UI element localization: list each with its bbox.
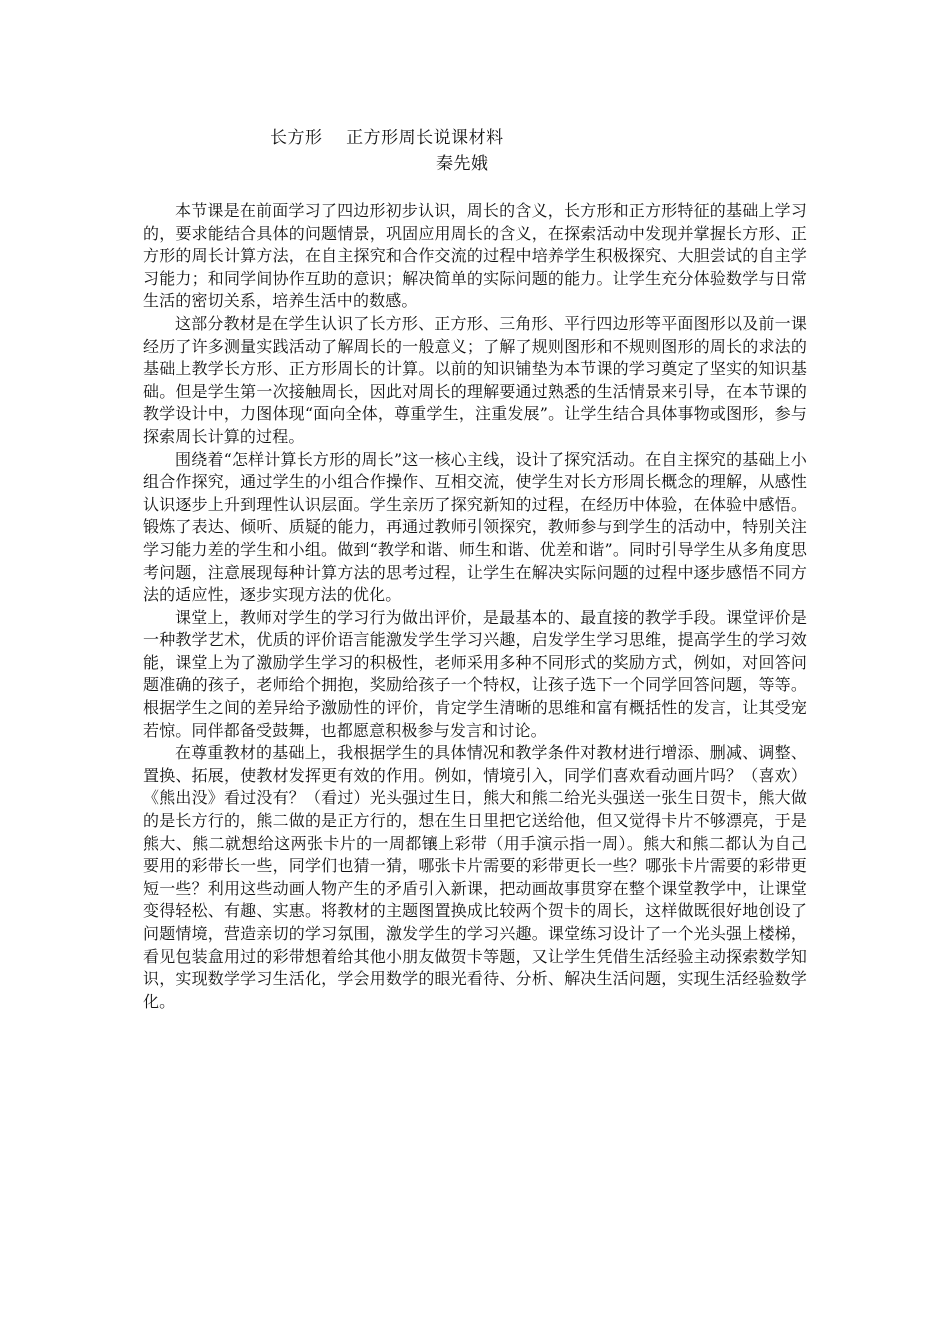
document-title: 长方形 正方形周长说课材料 <box>270 128 504 148</box>
paragraph-4: 课堂上，教师对学生的学习行为做出评价，是最基本的、最直接的教学手段。课堂评价是一种教学艺术，优质的评价语言能激发学生学习兴趣，启发学生学习思维，提高学生的学习效能，课堂上为了激励学生学习的积极性，老师采用多种不同形式的奖励方式，例如，对回答问题准确的孩子，老师给个拥抱，奖励给孩子一个特权，让孩子选下一个同学回答问题，等等。根据学生之间的差异给予激励性的评价，肯定学生清晰的思维和富有概括性的发言，让其受宠若惊。同伴都备受鼓舞，也都愿意积极参与发言和讨论。 <box>143 607 807 740</box>
paragraph-1: 本节课是在前面学习了四边形初步认识，周长的含义，长方形和正方形特征的基础上学习的，要求能结合具体的问题情景，巩固应用周长的含义，在探索活动中发现并掌握长方形、正方形的周长计算方法，在自主探究和合作交流的过程中培养学生积极探究、大胆尝试的自主学习能力；和同学间协作互助的意识；解决简单的实际问题的能力。让学生充分体验数学与日常生活的密切关系，培养生活中的数感。 <box>143 201 807 311</box>
paragraph-5: 在尊重教材的基础上，我根据学生的具体情况和教学条件对教材进行增添、删减、调整、置换、拓展，使教材发挥更有效的作用。例如，情境引入，同学们喜欢看动画片吗？（喜欢）《熊出没》看过没有？（看过）光头强过生日，熊大和熊二给光头强送一张生日贺卡，熊大做的是长方行的，熊二做的是正方行的，想在生日里把它送给他，但又觉得卡片不够漂亮，于是熊大、熊二就想给这两张卡片的一周都镶上彩带（用手演示指一周）。熊大和熊二都认为自己要用的彩带长一些，同学们也猜一猜，哪张卡片需要的彩带更长一些？哪张卡片需要的彩带更短一些？利用这些动画人物产生的矛盾引入新课，把动画故事贯穿在整个课堂教学中，让课堂变得轻松、有趣、实惠。将教材的主题图置换成比较两个贺卡的周长，这样做既很好地创设了问题情境，营造亲切的学习氛围，激发学生的学习兴趣。课堂练习设计了一个光头强上楼梯，看见包装盒用过的彩带想着给其他小朋友做贺卡等题，又让学生凭借生活经验主动探索数学知识，实现数学学习生活化，学会用数学的眼光看待、分析、解决生活问题，实现生活经验数学化。 <box>143 743 807 1011</box>
paragraph-2: 这部分教材是在学生认识了长方形、正方形、三角形、平行四边形等平面图形以及前一课经历了许多测量实践活动了解周长的一般意义；了解了规则图形和不规则图形的周长的求法的基础上教学长方形、正方形周长的计算。以前的知识铺垫为本节课的学习奠定了坚实的知识基础。但是学生第一次接触周长，因此对周长的理解要通过熟悉的生活情景来引导，在本节课的教学设计中，力图体现“面向全体，尊重学生，注重发展”。让学生结合具体事物或图形，参与探索周长计算的过程。 <box>143 313 807 446</box>
document-author: 秦先娥 <box>436 154 489 174</box>
document-body <box>143 200 807 1013</box>
paragraph-3: 围绕着“怎样计算长方形的周长”这一核心主线，设计了探究活动。在自主探究的基础上小组合作探究，通过学生的小组合作操作、互相交流，使学生对长方形周长概念的理解，从感性认识逐步上升到理性认识层面。学生亲历了探究新知的过程，在经历中体验，在体验中感悟。锻炼了表达、倾听、质疑的能力，再通过教师引领探究，教师参与到学生的活动中，特别关注学习能力差的学生和小组。做到“教学和谐、师生和谐、优差和谐”。同时引导学生从多角度思考问题，注意展现每种计算方法的思考过程，让学生在解决实际问题的过程中逐步感悟不同方法的适应性，逐步实现方法的优化。 <box>143 449 807 605</box>
